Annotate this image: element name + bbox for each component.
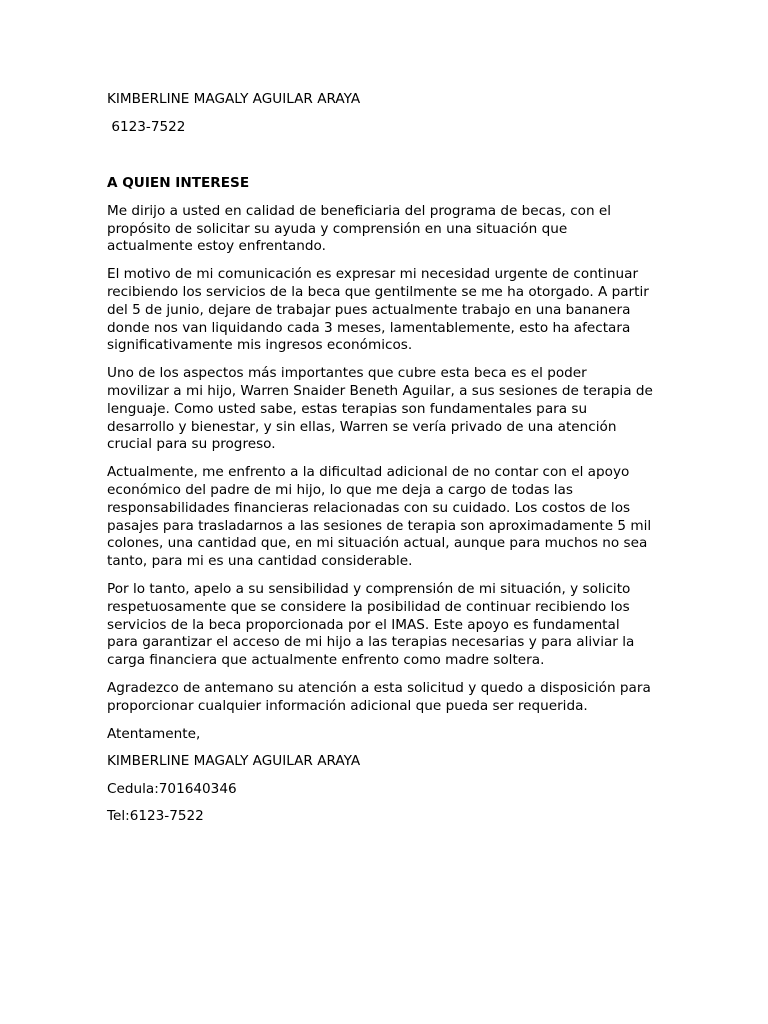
sender-name: KIMBERLINE MAGALY AGUILAR ARAYA [107,91,361,107]
paragraph-line: tanto, para mi es una cantidad considerable. [107,553,413,570]
paragraph-line: Uno de los aspectos más importantes que cubre esta beca es el poder [107,365,587,382]
paragraph-4 [107,464,669,571]
paragraph-line: Actualmente, me enfrento a la dificultad adicional de no contar con el apoyo [107,464,630,481]
letter-page [107,91,669,826]
signature-name: KIMBERLINE MAGALY AGUILAR ARAYA [107,753,361,770]
paragraph-line: Por lo tanto, apelo a su sensibilidad y comprensión de mi situación, y solicito [107,580,631,597]
paragraph-line: económico del padre de mi hijo, lo que me deja a cargo de todas las [107,481,573,498]
paragraph-line: recibiendo los servicios de la beca que gentilmente se me ha otorgado. A partir [107,283,649,300]
paragraph-line: lenguaje. Como usted sabe, estas terapias son fundamentales para su [107,400,588,417]
paragraph-line: El motivo de mi comunicación es expresar mi necesidad urgente de continuar [107,266,639,283]
signature-cedula: Cedula:701640346 [107,780,237,797]
paragraph-line: propósito de solicitar su ayuda y comprensión en una situación que [107,220,568,237]
letter-heading: A QUIEN INTERESE [107,175,250,192]
paragraph-line: Me dirijo a usted en calidad de beneficiaria del programa de becas, con el [107,202,612,219]
paragraph-line: movilizar a mi hijo, Warren Snaider Beneth Aguilar, a sus sesiones de terapia de [107,382,653,399]
paragraph-line: donde nos van liquidando cada 3 meses, lamentablemente, esto ha afectara [107,319,631,336]
paragraph-5 [107,581,669,670]
paragraph-line: servicios de la beca proporcionada por el IMAS. Este apoyo es fundamental [107,616,620,633]
paragraph-line: respetuosamente que se considere la posibilidad de continuar recibiendo los [107,598,630,615]
paragraph-line: actualmente estoy enfrentando. [107,238,326,255]
paragraph-6 [107,680,669,716]
paragraph-line: colones, una cantidad que, en mi situación actual, aunque para muchos no sea [107,535,648,552]
paragraph-1 [107,203,669,256]
paragraph-line: significativamente mis ingresos económicos. [107,337,413,354]
paragraph-line: desarrollo y bienestar, y sin ellas, Warren se vería privado de una atención [107,418,617,435]
paragraph-3 [107,365,669,454]
closing-salutation: Atentamente, [107,725,201,742]
paragraph-line: responsabilidades financieras relacionadas con su cuidado. Los costos de los [107,499,631,516]
paragraph-line: proporcionar cualquier información adicional que pueda ser requerida. [107,697,588,714]
paragraph-line: para garantizar el acceso de mi hijo a las terapias necesarias y para aliviar la [107,634,635,651]
paragraph-line: Agradezco de antemano su atención a esta solicitud y quedo a disposición para [107,679,651,696]
paragraph-line: crucial para su progreso. [107,436,276,453]
paragraph-2 [107,266,669,355]
paragraph-line: carga financiera que actualmente enfrento como madre soltera. [107,652,545,669]
signature-phone: Tel:6123-7522 [107,808,204,825]
sender-phone: 6123-7522 [107,118,186,135]
paragraph-line: del 5 de junio, dejare de trabajar pues actualmente trabajo en una bananera [107,301,631,318]
paragraph-line: pasajes para trasladarnos a las sesiones de terapia son aproximadamente 5 mil [107,517,652,534]
